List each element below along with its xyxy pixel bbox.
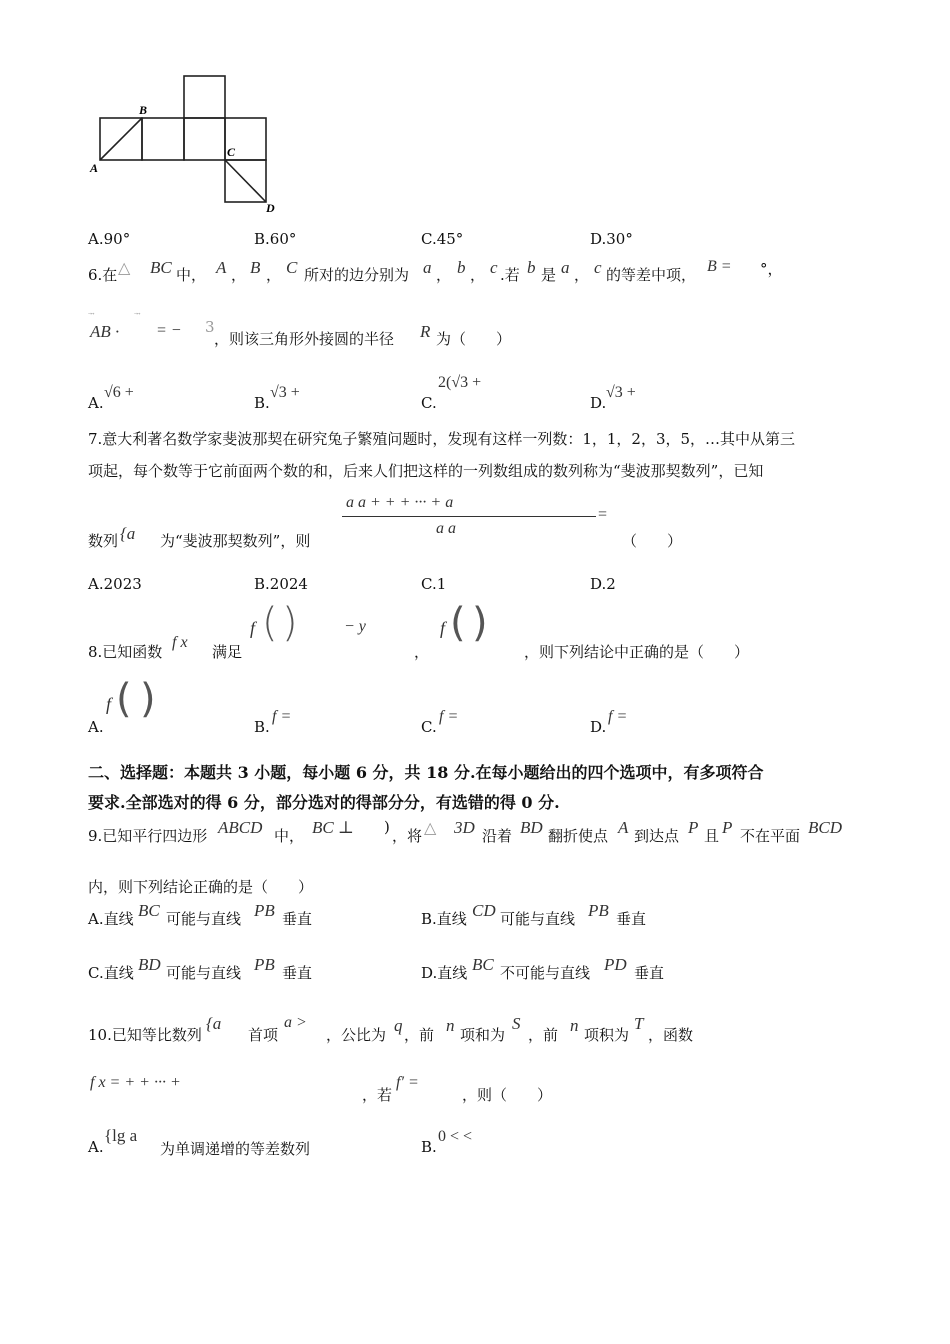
q7-option-d[interactable]: D.2	[590, 575, 616, 593]
q7-stem-line2: 项起，每个数等于它前面两个数的和，后来人们把这样的一列数组成的数列称为“斐波那契数列”，已知	[88, 462, 764, 480]
q8-satisfy: 满足	[212, 643, 243, 661]
net-square-3	[184, 118, 225, 160]
q7-answer-paren: （ ）	[622, 532, 683, 550]
q9-paren: )	[384, 818, 390, 836]
q7-option-b[interactable]: B.2024	[254, 575, 308, 593]
q10-seq: {a	[206, 1014, 222, 1033]
net-square-2	[142, 118, 184, 160]
q10-ruo: ，若	[362, 1086, 393, 1104]
q10-option-a-text: 为单调递增的等差数列	[160, 1140, 311, 1158]
q8-mid-expr: − y	[344, 618, 366, 635]
q6-shi: 是	[541, 266, 557, 284]
label-d: D	[266, 201, 275, 215]
q10-fx-expr: f x = + + ··· +	[90, 1074, 181, 1091]
q10-end: ，则（ ）	[462, 1086, 553, 1104]
q9-option-b-line2: PB	[588, 901, 609, 920]
q9-notin: 不在平面	[740, 827, 801, 845]
q8-option-d[interactable]: D.	[590, 718, 607, 736]
q10-prod-pre: ，前	[528, 1026, 559, 1044]
q9-point-a: A	[618, 818, 629, 837]
q8-option-b-f: f =	[272, 708, 292, 725]
q6-prefix: 6.在	[88, 266, 118, 284]
q5-option-b[interactable]: B.60°	[254, 230, 297, 248]
q7-numerator: a a + + + ··· + a	[346, 494, 454, 511]
q7-option-a[interactable]: A.2023	[88, 575, 142, 593]
q9-option-a-line1: BC	[138, 901, 160, 920]
q9-triangle: △	[424, 818, 437, 837]
q10-first: 首项	[248, 1026, 279, 1044]
q8-comma: ，	[414, 643, 430, 661]
q7-option-c[interactable]: C.1	[421, 575, 447, 593]
q9-option-c-line2: PB	[254, 955, 275, 974]
q9-jiang: ，将	[392, 827, 423, 845]
q6-side-c: c	[490, 258, 498, 277]
q9-option-a-line2: PB	[254, 901, 275, 920]
label-c: C	[227, 145, 236, 159]
q7-fraction-bar	[342, 516, 596, 517]
q10-ratio: ，公比为	[326, 1026, 387, 1044]
q10-func: ，函数	[648, 1026, 694, 1044]
q10-t: T	[634, 1014, 644, 1033]
q6-vector-ab: AB ·	[90, 322, 120, 341]
q9-option-d-line2: PD	[604, 955, 627, 974]
q9-bd2: BD	[520, 818, 543, 837]
q10-option-b-expr: 0 < <	[438, 1128, 473, 1145]
q6-triangle: △	[118, 258, 131, 277]
q9-mid: 中，	[274, 827, 305, 845]
q10-n1: n	[446, 1016, 455, 1035]
q9-option-c-line1: BD	[138, 955, 161, 974]
q10-sum-mid: 项和为	[460, 1026, 506, 1044]
q6-b2: b	[527, 258, 536, 277]
q8-option-c-f: f =	[439, 708, 459, 725]
q6-side-a: a	[423, 258, 432, 277]
q9-reach: 到达点	[634, 827, 680, 845]
q9-bc-perp: BC ⊥	[312, 818, 354, 837]
q8-option-d-f: f =	[608, 708, 628, 725]
section2-heading-line2: 要求.全部选对的得 6 分，部分选对的得部分分，有选错的得 0 分.	[88, 793, 560, 812]
q9-along: 沿着	[482, 827, 513, 845]
q6-option-c[interactable]: C.	[421, 394, 437, 412]
q6-option-d[interactable]: D.	[590, 394, 607, 412]
q10-prod-mid: 项积为	[584, 1026, 630, 1044]
q6-c2: c	[594, 258, 602, 277]
q9-plane-bcd: BCD	[808, 818, 842, 837]
q10-n2: n	[570, 1016, 579, 1035]
q7-seq-text: 为“斐波那契数列”，则	[160, 532, 311, 550]
q6-degree: °，	[760, 260, 783, 278]
q8-option-b[interactable]: B.	[254, 718, 270, 736]
q7-equals: =	[598, 506, 608, 523]
q10-fprime: f′ =	[396, 1074, 419, 1091]
q9-abcd: ABCD	[218, 818, 263, 837]
q9-and: 且	[704, 827, 720, 845]
segment-cd	[225, 160, 266, 202]
q10-sum-pre: ，前	[404, 1026, 435, 1044]
q8-end: ，则下列结论中正确的是（ ）	[524, 643, 750, 661]
q9-stem-line2: 内，则下列结论正确的是（ ）	[88, 878, 314, 896]
q6-option-d-value: √3 +	[606, 384, 636, 401]
q5-option-d[interactable]: D.30°	[590, 230, 633, 248]
q6-b-eq: B =	[707, 258, 732, 275]
q7-seq-prefix: 数列	[88, 532, 119, 550]
q6-side-b: b	[457, 258, 466, 277]
q10-q: q	[394, 1016, 403, 1035]
q6-option-b[interactable]: B.	[254, 394, 270, 412]
q8-option-a-f: f	[106, 694, 112, 714]
q8-option-c[interactable]: C.	[421, 718, 437, 736]
q9-option-b-line1: CD	[472, 901, 496, 920]
q6-bc: BC	[150, 258, 172, 277]
q6-mid: 中，	[176, 266, 207, 284]
q8-fx: f x	[172, 634, 188, 651]
q8-f2: f	[440, 618, 446, 638]
q6-option-a-value: √6 +	[104, 384, 134, 401]
q6-option-a[interactable]: A.	[88, 394, 104, 412]
q6-angle-b: B	[250, 258, 261, 277]
q6-option-c-value: 2(√3 +	[438, 374, 482, 391]
q10-option-a-expr: {lg a	[104, 1126, 138, 1145]
q10-s: S	[512, 1014, 521, 1033]
q6-end2: 为（ ）	[436, 330, 512, 348]
q8-option-a[interactable]: A.	[88, 718, 104, 736]
segment-ab	[100, 118, 142, 160]
q6-text2: ，则该三角形外接圆的半径	[214, 330, 395, 348]
q7-seq: {a	[120, 524, 136, 543]
q9-option-d-line1: BC	[472, 955, 494, 974]
q10-a1: a >	[284, 1014, 307, 1031]
q6-angle-c: C	[286, 258, 298, 277]
q9-prefix: 9.已知平行四边形	[88, 827, 208, 845]
q6-option-b-value: √3 +	[270, 384, 300, 401]
q6-ruo: .若	[500, 266, 520, 284]
q8-f1: f	[250, 618, 256, 638]
net-square-top	[184, 76, 225, 118]
q6-a2: a	[561, 258, 570, 277]
q6-end: 的等差中项，	[606, 266, 697, 284]
q6-angle-a: A	[216, 258, 227, 277]
q9-fold: 翻折使点	[548, 827, 609, 845]
q5-option-c[interactable]: C.45°	[421, 230, 464, 248]
q6-tail: 3	[205, 318, 215, 336]
label-b: B	[139, 103, 148, 117]
q8-prefix: 8.已知函数	[88, 643, 163, 661]
q7-stem-line1: 7.意大利著名数学家斐波那契在研究兔子繁殖问题时，发现有这样一列数：1，1，2，3，5，…其中从第三	[88, 430, 796, 448]
q9-bd1: 3D	[454, 818, 475, 837]
label-a: A	[90, 161, 99, 175]
q7-denominator: a a	[436, 520, 456, 537]
section2-heading-line1: 二、选择题：本题共 3 小题，每小题 6 分，共 18 分.在每小题给出的四个选项中，有多项符合	[88, 763, 764, 782]
q9-point-p2: P	[722, 818, 733, 837]
q6-dot-eq: = −	[156, 322, 182, 339]
q9-point-p: P	[688, 818, 699, 837]
q6-text: 所对的边分别为	[304, 266, 410, 284]
q10-prefix: 10.已知等比数列	[88, 1026, 202, 1044]
q5-option-a[interactable]: A.90°	[88, 230, 131, 248]
q6-radius-r: R	[420, 322, 431, 341]
cube-net-figure	[0, 0, 300, 220]
